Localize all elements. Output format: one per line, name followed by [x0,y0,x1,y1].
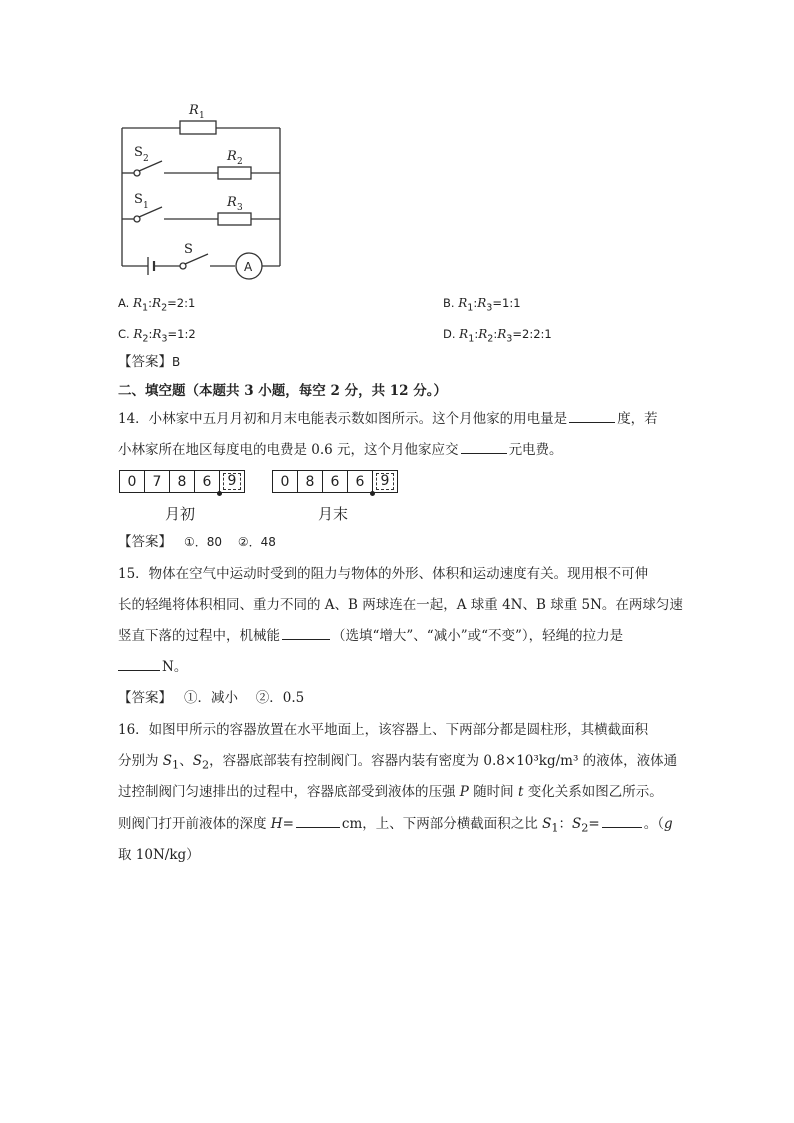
option-a[interactable]: A. $R_1:R_2=2:1$ [118,296,196,314]
q15-line2: 长的轻绳将体积相同、重力不同的 A、B 两球连在一起，A 球重 4N、B 球重 5N。在两球匀速 [118,597,683,613]
q14-line2: 小林家所在地区每度电的电费是 0.6 元，这个月他家应交 元电费。 [118,442,563,458]
q14-line1: 14．小林家中五月月初和月末电能表示数如图所示。这个月他家的用电量是 度，若 [118,411,658,427]
q15-blank-1[interactable] [282,626,330,640]
q15-line1: 15．物体在空气中运动时受到的阻力与物体的外形、体积和运动速度有关。现用根不可伸 [118,566,649,582]
label-r2: R [227,149,237,164]
label-s: S [184,242,193,257]
q16-line1: 16．如图甲所示的容器放置在水平地面上，该容器上、下两部分都是圆柱形，其横截面积 [118,722,649,738]
meter-start-label: 月初 [165,505,196,523]
q16-line3: 过控制阀门匀速排出的过程中，容器底部受到液体的压强 P 随时间 t 变化关系如图乙所示。 [118,784,663,800]
svg-text:3: 3 [237,203,243,213]
label-s2: S [134,145,143,160]
resistor-r3 [218,213,251,225]
ammeter-label: A [244,260,253,274]
q14-blank-1[interactable] [569,409,615,423]
option-c[interactable]: C. $R_2:R_3=1:2$ [118,327,196,345]
resistor-r1 [180,121,216,134]
q16-blank-1[interactable] [296,814,340,828]
q16-blank-2[interactable] [602,814,642,828]
option-d[interactable]: D. $R_1:R_2:R_3=2:2:1$ [443,327,552,345]
svg-text:2: 2 [237,157,243,167]
resistor-r2 [218,167,251,179]
svg-text:2: 2 [143,154,149,164]
meter-end-label: 月末 [318,505,349,523]
circuit-diagram [110,95,295,280]
answer-15: 【答案】 ①．减小 ②．0.5 [118,690,305,706]
label-s1: S [134,192,143,207]
label-r3: R [227,195,237,210]
q15-blank-2[interactable] [118,657,160,671]
q15-line4: N。 [118,657,187,677]
q14-blank-2[interactable] [461,440,507,454]
q16-line5: 取 10N/kg） [118,847,200,863]
svg-text:1: 1 [199,111,205,121]
section-title: 二、填空题（本题共 3 小题，每空 2 分，共 12 分。） [118,383,448,399]
answer-13: 【答案】B [118,354,181,370]
q16-line4: 则阀门打开前液体的深度 H= cm，上、下两部分横截面积之比 $S_1$：$S_2=$ 。（g [118,816,673,835]
option-b[interactable]: B. $R_1:R_3=1:1$ [443,296,521,314]
q15-line3: 竖直下落的过程中，机械能 （选填“增大”、“减小”或“不变”），轻绳的拉力是 [118,628,624,644]
svg-text:1: 1 [143,201,149,211]
label-r1: R [189,103,199,118]
meter-start: 0 7 8 6 9 [119,470,245,493]
answer-14: 【答案】 ①．80 ②．48 [118,534,276,550]
meter-end: 0 8 6 6 9 [272,470,398,493]
q16-line2: 分别为 $S_1$、$S_2$，容器底部装有控制阀门。容器内装有密度为 0.8×10³kg/m³ 的液体，液体通 [118,753,678,772]
